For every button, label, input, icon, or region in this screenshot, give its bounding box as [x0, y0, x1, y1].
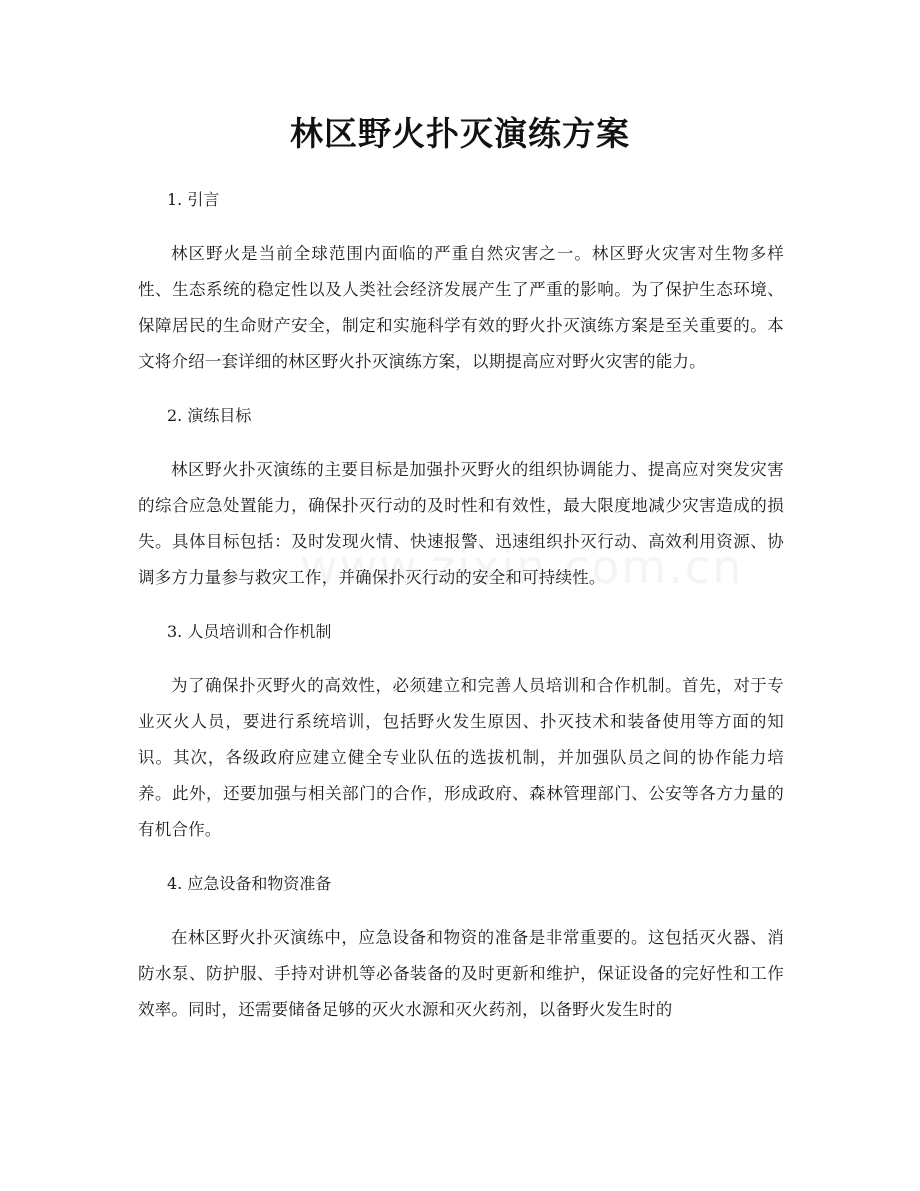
document-title: 林区野火扑灭演练方案: [290, 114, 630, 153]
section-heading-4: 4. 应急设备和物资准备: [167, 874, 332, 893]
section-paragraph-1: 林区野火是当前全球范围内面临的严重自然灾害之一。林区野火灾害对生物多样性、生态系统的稳定性以及人类社会经济发展产生了严重的影响。为了保护生态环境、保障居民的生命财产安全，制定和实施科学有效的野火扑灭演练方案是至关重要的。本文将介绍一套详细的林区野火扑灭演练方案，以期提高应对野火灾害的能力。: [138, 244, 784, 371]
document-body: [138, 182, 784, 1046]
section-paragraph-2: 林区野火扑灭演练的主要目标是加强扑灭野火的组织协调能力、提高应对突发灾害的综合应急处置能力，确保扑灭行动的及时性和有效性，最大限度地减少灾害造成的损失。具体目标包括：及时发现火情、快速报警、迅速组织扑灭行动、高效利用资源、协调多方力量参与救灾工作，并确保扑灭行动的安全和可持续性。: [138, 460, 784, 587]
section-heading-1: 1. 引言: [167, 190, 220, 209]
section-heading-3: 3. 人员培训和合作机制: [167, 622, 332, 641]
section-heading-2: 2. 演练目标: [167, 406, 252, 425]
section-paragraph-4: 在林区野火扑灭演练中，应急设备和物资的准备是非常重要的。这包括灭火器、消防水泵、防护服、手持对讲机等必备装备的及时更新和维护，保证设备的完好性和工作效率。同时，还需要储备足够的灭火水源和灭火药剂，以备野火发生时的: [138, 928, 784, 1019]
section-paragraph-3: 为了确保扑灭野火的高效性，必须建立和完善人员培训和合作机制。首先，对于专业灭火人员，要进行系统培训，包括野火发生原因、扑灭技术和装备使用等方面的知识。其次，各级政府应建立健全专业队伍的选拔机制，并加强队员之间的协作能力培养。此外，还要加强与相关部门的合作，形成政府、森林管理部门、公安等各方力量的有机合作。: [138, 676, 784, 839]
